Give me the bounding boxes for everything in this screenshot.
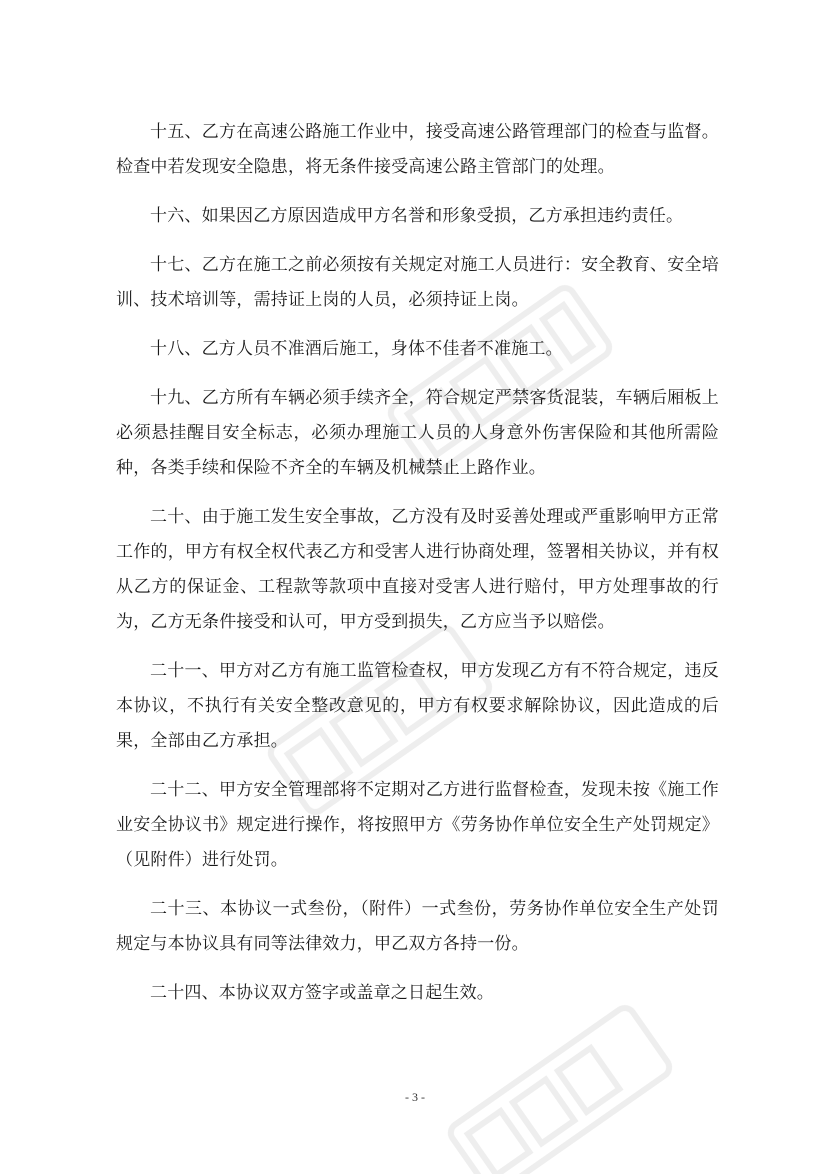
clause-17: 十七、乙方在施工之前必须按有关规定对施工人员进行：安全教育、安全培训、技术培训等，需持证上岗的人员，必须持证上岗。 bbox=[116, 255, 719, 310]
clause-24: 二十四、本协议双方签字或盖章之日起生效。 bbox=[150, 983, 494, 1003]
document-body bbox=[116, 115, 719, 1025]
page-number: - 3 - bbox=[405, 1090, 425, 1104]
clause-19: 十九、乙方所有车辆必须手续齐全，符合规定严禁客货混装，车辆后厢板上必须悬挂醒目安全标志，必须办理施工人员的人身意外伤害保险和其他所需险种，各类手续和保险不齐全的车辆及机械禁止上路作业。 bbox=[116, 388, 719, 478]
clause-22: 二十二、甲方安全管理部将不定期对乙方进行监督检查，发现未按《施工作业安全协议书》规定进行操作，将按照甲方《劳务协作单位安全生产处罚规定》（见附件）进行处罚。 bbox=[116, 780, 719, 870]
clause-20: 二十、由于施工发生安全事故，乙方没有及时妥善处理或严重影响甲方正常工作的，甲方有权全权代表乙方和受害人进行协商处理，签署相关协议，并有权从乙方的保证金、工程款等款项中直接对受害人进行赔付，甲方处理事故的行为，乙方无条件接受和认可，甲方受到损失，乙方应当予以赔偿。 bbox=[116, 507, 719, 632]
clause-16: 十六、如果因乙方原因造成甲方名誉和形象受损，乙方承担违约责任。 bbox=[150, 206, 684, 226]
clause-15: 十五、乙方在高速公路施工作业中，接受高速公路管理部门的检查与监督。检查中若发现安全隐患，将无条件接受高速公路主管部门的处理。 bbox=[116, 122, 719, 177]
clause-18: 十八、乙方人员不准酒后施工，身体不佳者不准施工。 bbox=[150, 339, 563, 359]
clause-21: 二十一、甲方对乙方有施工监管检查权，甲方发现乙方有不符合规定，违反本协议，不执行有关安全整改意见的，甲方有权要求解除协议，因此造成的后果，全部由乙方承担。 bbox=[116, 661, 719, 751]
clause-23: 二十三、本协议一式叁份，（附件）一式叁份，劳务协作单位安全生产处罚规定与本协议具有同等法律效力，甲乙双方各持一份。 bbox=[116, 899, 719, 954]
